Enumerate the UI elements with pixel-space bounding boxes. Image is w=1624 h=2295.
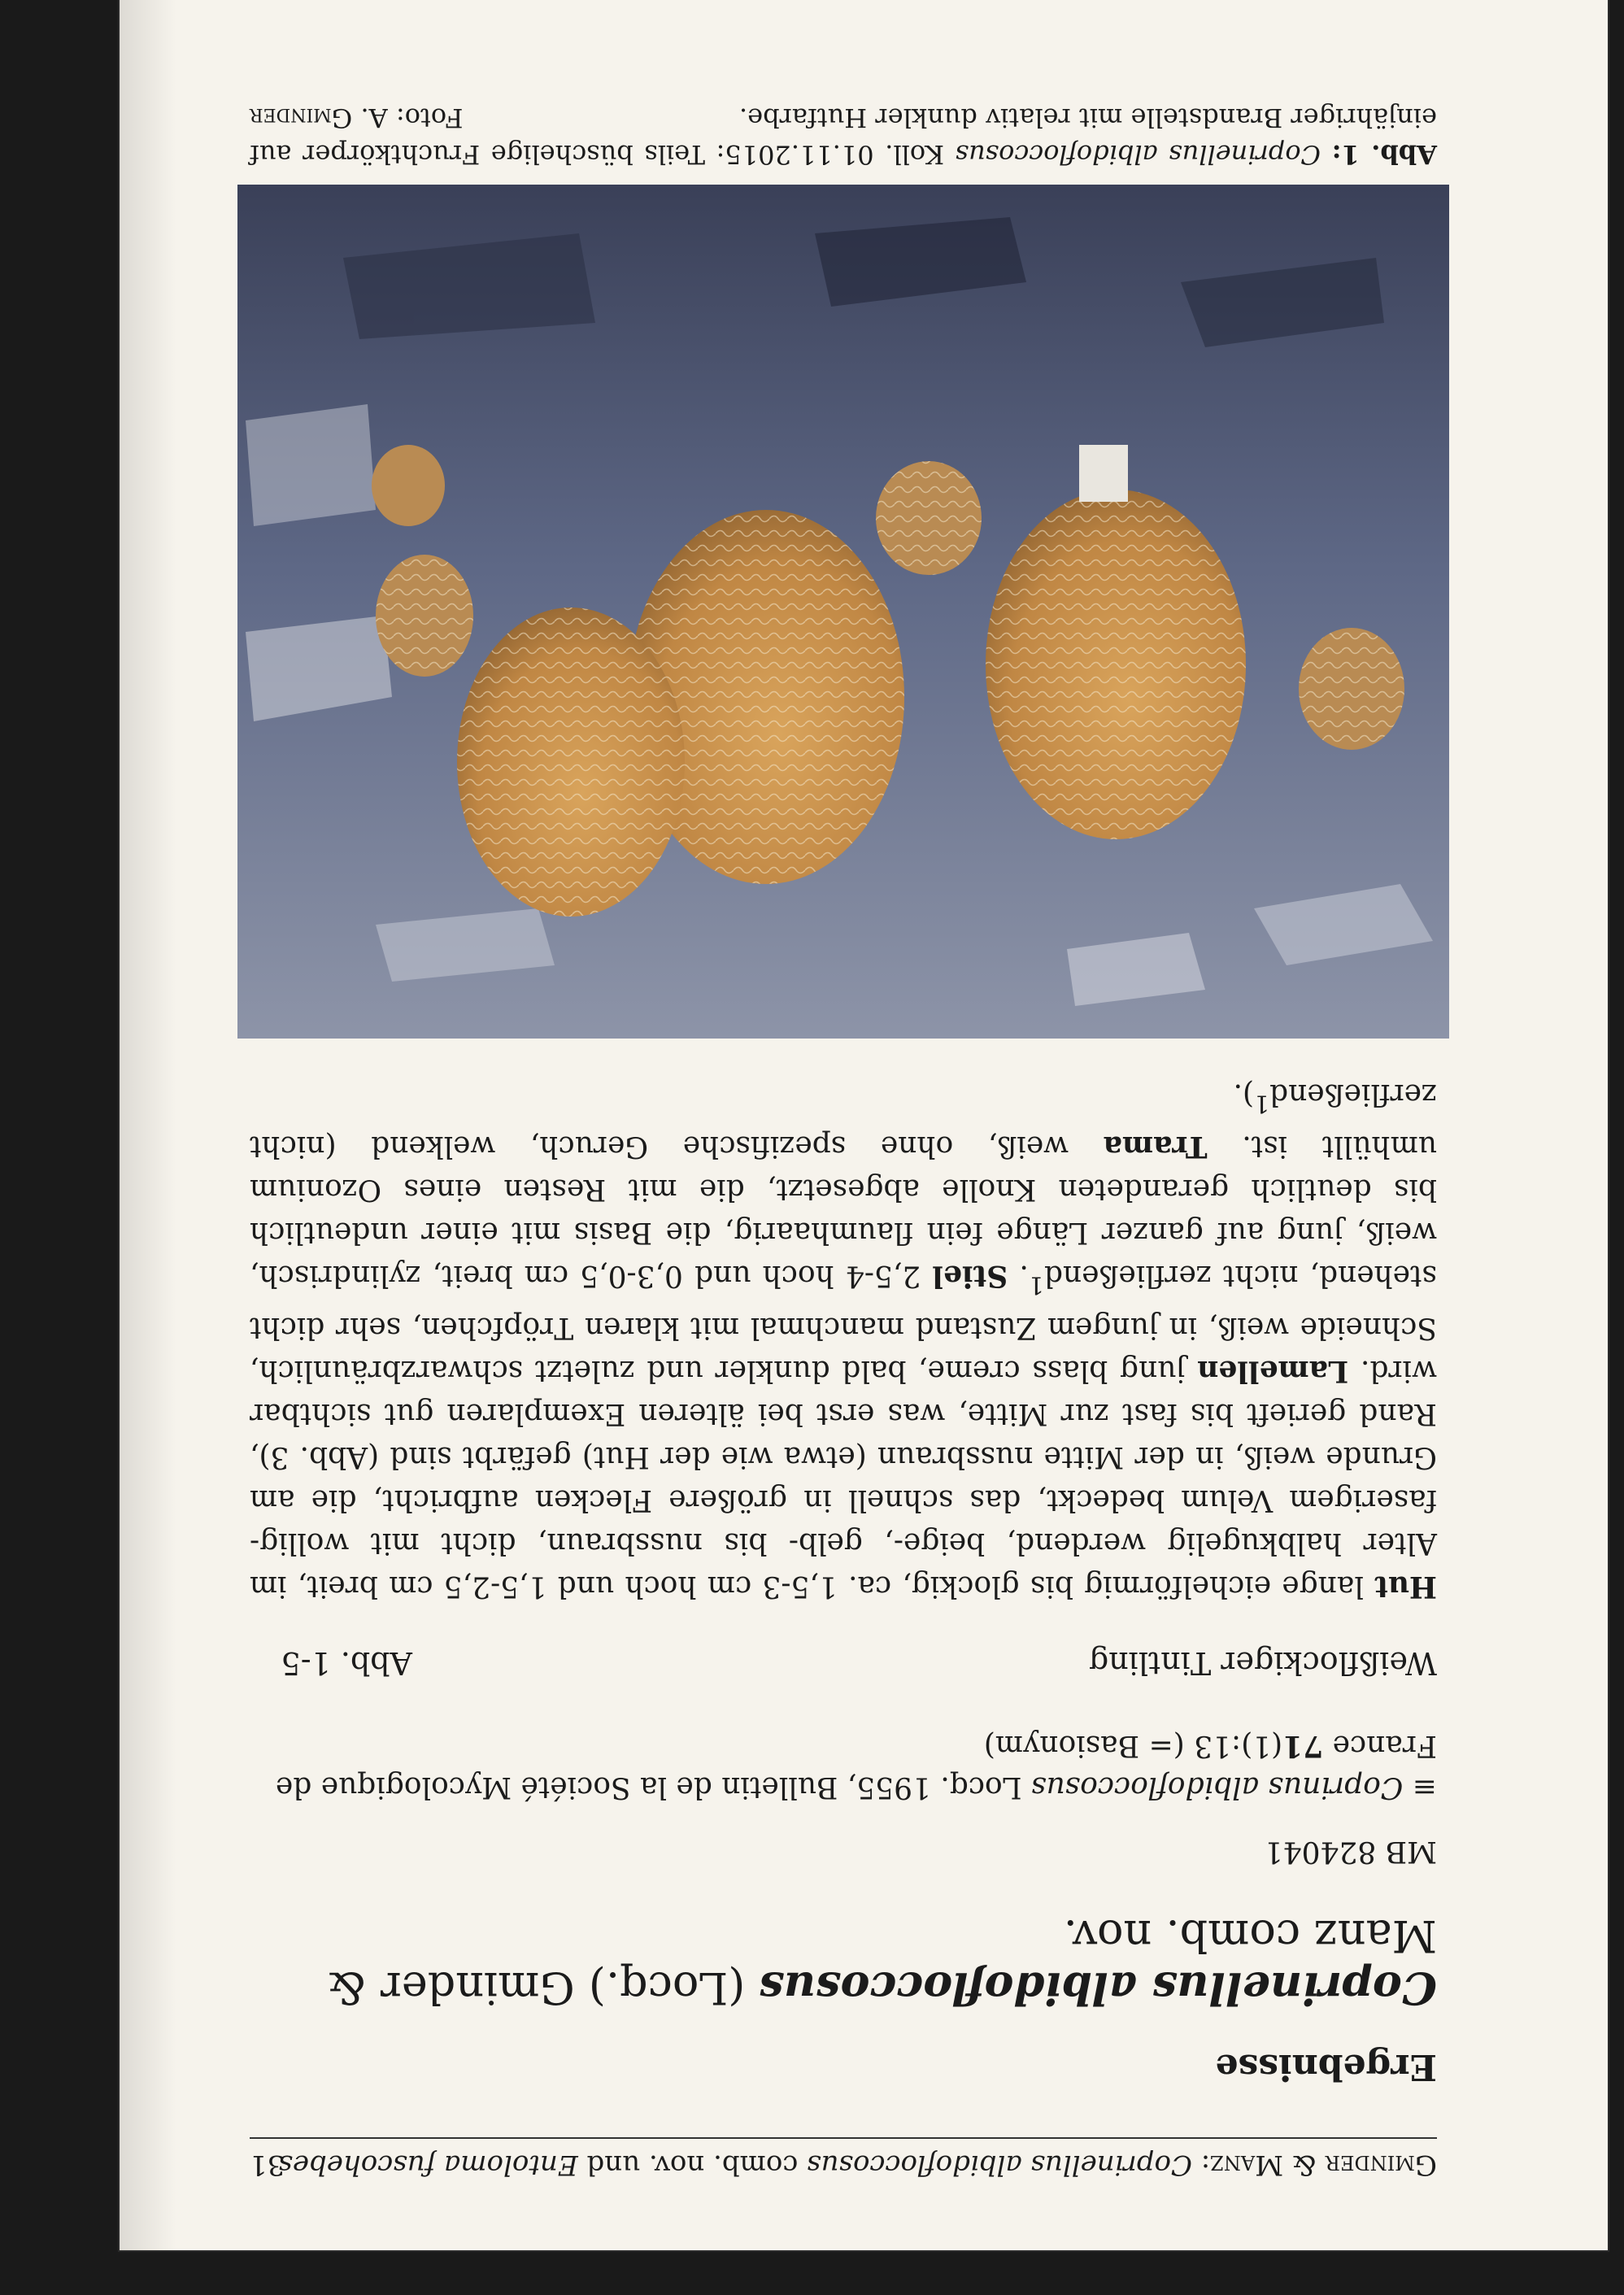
figure-reference: Abb. 1-5: [281, 1645, 412, 1681]
lamellen-label: Lamellen: [1197, 1354, 1349, 1388]
footnote-marker: 1: [1028, 1270, 1044, 1299]
mushroom-photo: [237, 185, 1449, 1039]
mushroom-button-4: [372, 445, 445, 526]
basionym-prefix: ≡: [1403, 1770, 1437, 1804]
mushroom-cap-1-velum: [986, 490, 1246, 839]
basionym-tail: (1):13 (= Basionym): [983, 1729, 1283, 1762]
stiel-text: 2,5-4 hoch und 0,3-0,5 cm breit, zylindrisch, weiß, jung auf ganzer Länge fein flaumhaarig, die Basis mit einer undeutlich bis deutlich gerandeten Knolle abgesetzt, die mit Resten eines Ozonium umhüllt ist.: [250, 1130, 1437, 1292]
trama-label: Trama: [1103, 1130, 1208, 1164]
basionym: [250, 1725, 1437, 1807]
taxon-authority: (Locq.) Gminder & Manz comb. nov.: [327, 1910, 1437, 2014]
running-head-title-plain: comb. nov. und: [577, 2149, 808, 2181]
page-number: 31: [250, 2149, 285, 2181]
running-head-title-italic-1: Coprinellus albidofloccosus: [807, 2149, 1192, 2181]
running-head-authors: Gminder & Manz:: [1200, 2149, 1437, 2181]
mycobank-number: MB 824041: [1264, 1835, 1437, 1868]
taxon-title: [250, 1910, 1437, 2014]
basionym-name: Coprinus albidofloccosus: [1031, 1770, 1404, 1804]
running-head-title-italic-2: Entoloma fuscohebes: [278, 2149, 578, 2181]
mushroom-button-1-velum: [376, 555, 473, 677]
caption-text: Koll. 01.11.2015: Teils büschelige Fruchtkörper auf einjähriger Brandstelle mit relativ dunkler Hutfarbe.: [249, 102, 1437, 170]
hut-text: lange eichelförmig bis glockig, ca. 1,5-3 cm hoch und 1,5-2,5 cm breit, im Alter halbkugelig werdend, beige-, gelb- bis nussbraun, dicht mit wollig-faserigem Velum bedeckt, das schnell in größere Flecken aufbricht, die am Grunde weiß, in der Mitte nussbraun (etwa wie der Hut) gefärbt sind (Abb. 3), Rand gerieft bis fast zur Mitte, was erst bei älteren Exemplaren gut sichtbar wird.: [250, 1354, 1437, 1603]
hut-label: Hut: [1374, 1570, 1437, 1604]
taxon-name: Coprinellus albidofloccosus: [759, 1962, 1437, 2014]
caption-species: Coprinellus albidofloccosus: [955, 139, 1332, 170]
mushroom-cap-3-velum: [457, 608, 685, 917]
photo-credit: [250, 99, 464, 136]
trama-text: weiß, ohne spezifische Geruch, welkend (nicht zerfließend: [250, 1078, 1437, 1163]
basionym-volume: 71: [1282, 1729, 1324, 1763]
section-heading: Ergebnisse: [1215, 2046, 1437, 2088]
mushroom-photo-drawing: [237, 185, 1449, 1039]
trama-footnote-marker: 1: [1254, 1089, 1270, 1117]
stiel-lead: .: [1008, 1259, 1029, 1292]
photo-credit-prefix: Foto: A.: [352, 102, 464, 133]
paper-sheet: [120, 0, 1608, 2250]
photo-credit-name: Gminder: [250, 102, 353, 133]
common-name: Weißflockiger Tintling: [1088, 1645, 1437, 1681]
trama-end: ).: [1233, 1078, 1254, 1111]
basionym-reference: Locq. 1955, Bulletin de la Société Mycologique de France: [275, 1729, 1437, 1804]
figure-caption: [250, 99, 1437, 172]
stiel-label: Stiel: [932, 1259, 1008, 1293]
mushroom-button-3-velum: [1299, 628, 1404, 750]
lamellen-text: jung blass creme, bald dunkler und zuletzt schwarzbräunlich, Schneide weiß, in jungem Zustand manchmal mit klaren Tröpfchen, sehr dicht stehend, nicht zerfließend: [249, 1259, 1437, 1387]
mushroom-button-2-velum: [876, 461, 982, 575]
mushroom-stem-1: [1079, 445, 1128, 502]
species-description: [250, 1073, 1437, 1608]
page-edge-shadow: [120, 0, 176, 2250]
running-head: [250, 2137, 1437, 2181]
caption-label: Abb. 1:: [1331, 139, 1437, 170]
